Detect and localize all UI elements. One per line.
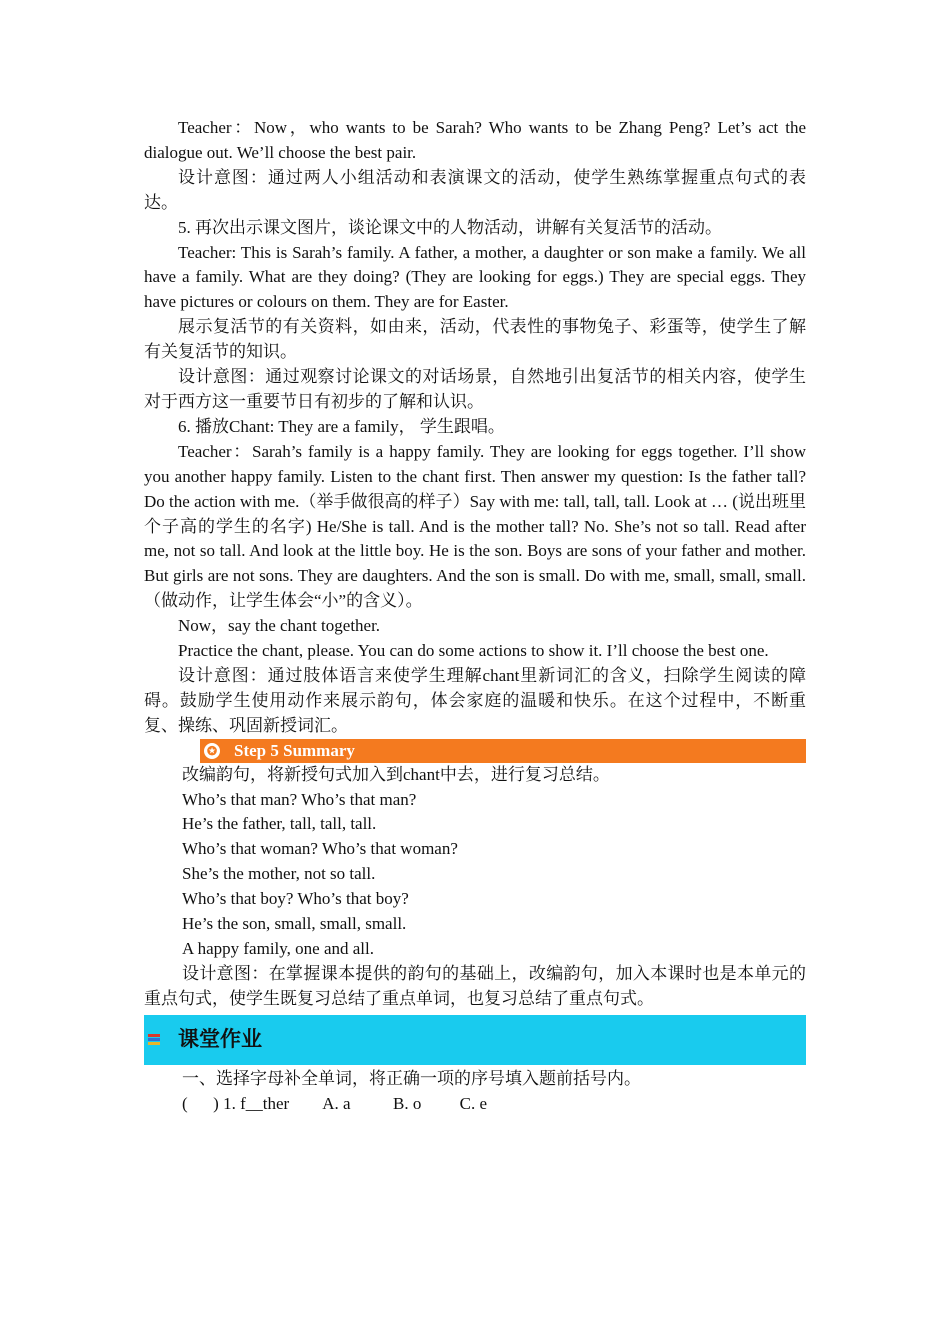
step-5-summary-bar [200, 739, 806, 763]
chant-line: A happy family, one and all. [182, 939, 374, 958]
section-title: 课堂作业 [178, 1027, 262, 1052]
exercise-instruction: 一、选择字母补全单词，将正确一项的序号填入题前括号内。 [182, 1068, 641, 1088]
paragraph-say-chant: Now，say the chant together. [178, 616, 381, 636]
chant-line: She’s the mother, not so tall. [182, 864, 376, 884]
paragraph-step-5: 5. 再次出示课文图片，谈论课文中的人物活动，讲解有关复活节的活动。 [178, 217, 722, 237]
star-badge-icon: ✪ [204, 743, 220, 759]
chant-line: Who’s that woman? Who’s that woman? [182, 839, 458, 859]
book-stack-icon [148, 1034, 160, 1046]
paragraph-design-intent-1: 设计意图：通过两人小组活动和表演课文的活动，使学生熟练掌握重点句式的表达。 [144, 167, 806, 212]
paragraph-design-intent-4: 设计意图：在掌握课本提供的韵句的基础上，改编韵句，加入本课时也是本单元的重点句式，使学生既复习总结了重点单词，也复习总结了重点句式。 [144, 963, 806, 1008]
paragraph-teacher-act: Teacher：Now，who wants to be Sarah? Who wants to be Zhang Peng? Let’s act the dialogue out. We’ll choose the best pair. [144, 118, 806, 162]
step-5-summary-label: Step 5 Summary [234, 740, 355, 760]
document-page [144, 116, 806, 1117]
paragraph-teacher-family: Teacher: This is Sarah’s family. A father, a mother, a daughter or son make a family. We all have a family. What are they doing? (They are looking for eggs.) They are special eggs. They have pictures or colours on them. They are for Easter. [144, 242, 806, 312]
paragraph-step-6: 6. 播放Chant: They are a family， 学生跟唱。 [178, 416, 505, 436]
paragraph-practice-chant: Practice the chant, please. You can do some actions to show it. I’ll choose the best one. [178, 641, 769, 661]
chant-line: He’s the father, tall, tall, tall. [182, 814, 377, 834]
exercise-question-1: ( ) 1. f__ther A. a B. o C. e [182, 1093, 488, 1113]
chant-line: He’s the son, small, small, small. [182, 914, 407, 934]
chant-line: Who’s that man? Who’s that man? [182, 789, 417, 809]
paragraph-teacher-chant: Teacher：Sarah’s family is a happy family. They are looking for eggs together. I’ll show you another happy family. Listen to the chant first. Then answer my question: Is the father tall? Do the action with me.（举手做很高的样子）Say with me: tall, tall, tall. Look at … (说出班里个子高的学生的名字) He/She is tall. And is the mother tall? No. She’s not so tall. Read after me, not so tall. And look at the little boy. He is the son. Boys are sons of your father and mother. But girls are not sons. They are daughters. And the son is small. Do with me, small, small, small. （做动作，让学生体会“小”的含义）。 [144, 441, 806, 611]
classwork-section-bar [144, 1015, 806, 1065]
chant-line: Who’s that boy? Who’s that boy? [182, 889, 409, 909]
paragraph-design-intent-2: 设计意图：通过观察讨论课文的对话场景，自然地引出复活节的相关内容，使学生对于西方这一重要节日有初步的了解和认识。 [144, 367, 806, 411]
summary-intro: 改编韵句，将新授句式加入到chant中去，进行复习总结。 [182, 764, 610, 784]
paragraph-design-intent-3: 设计意图：通过肢体语言来使学生理解chant里新词汇的含义，扫除学生阅读的障碍。鼓励学生使用动作来展示韵句，体会家庭的温暖和快乐。在这个过程中，不断重复、操练、巩固新授词汇。 [144, 665, 806, 735]
paragraph-easter-info: 展示复活节的有关资料，如由来，活动，代表性的事物兔子、彩蛋等，使学生了解有关复活节的知识。 [144, 317, 806, 362]
